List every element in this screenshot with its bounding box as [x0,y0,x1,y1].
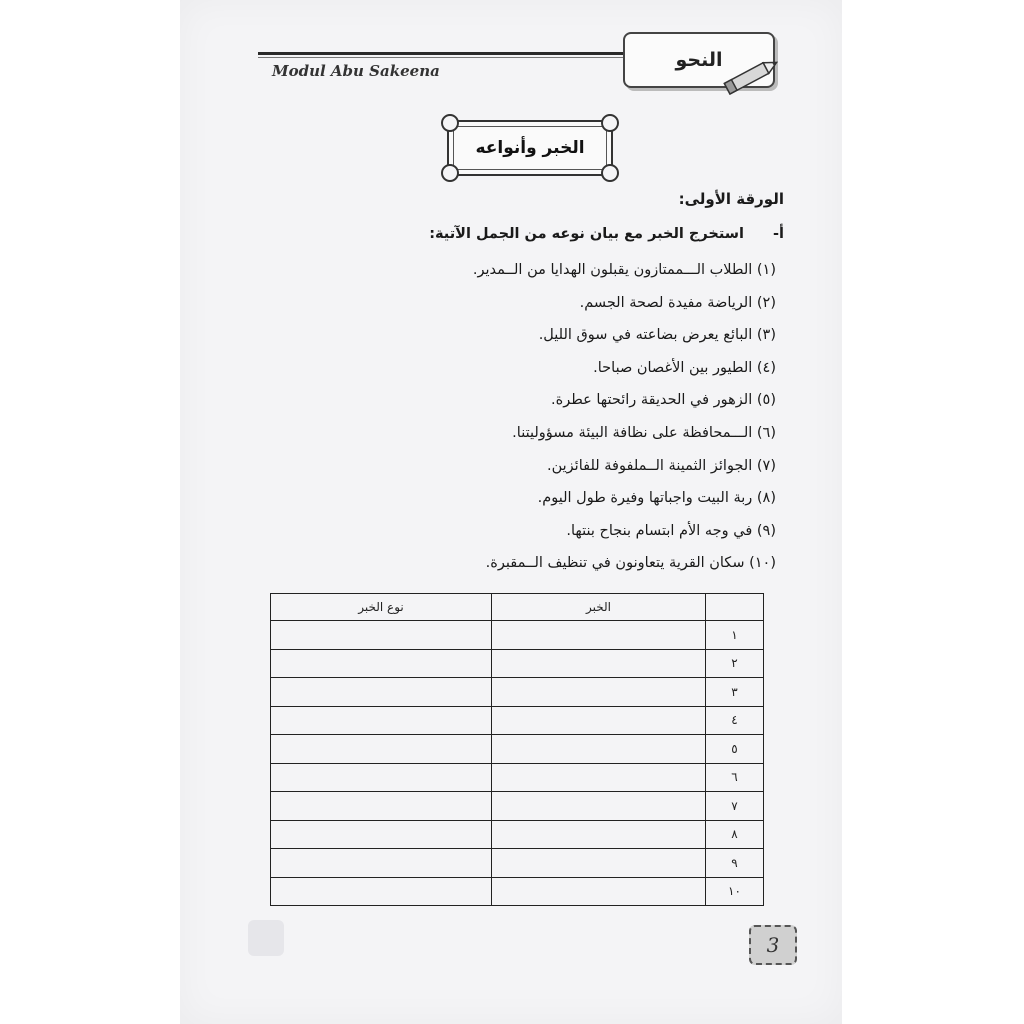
frame-corner-ornament [601,114,619,132]
row-number: ٨ [706,820,764,849]
table-row [271,792,764,821]
khabar-type-cell[interactable] [271,706,492,735]
page-number-badge: 3 [749,925,797,965]
header-khabar: الخبر [492,594,706,621]
pencil-icon [716,56,786,96]
header-number [706,594,764,621]
row-number: ٩ [706,849,764,878]
khabar-type-cell[interactable] [271,763,492,792]
subject-label: النحو [675,49,723,71]
khabar-cell[interactable] [492,649,706,678]
row-number: ٣ [706,678,764,707]
khabar-cell[interactable] [492,678,706,707]
khabar-cell[interactable] [492,706,706,735]
khabar-cell[interactable] [492,621,706,650]
sentence-item: (٧) الجوائز الثمينة الــملفوفة للفائزين. [546,457,776,474]
header-rule-thin [258,57,638,58]
row-number: ١٠ [706,877,764,906]
answer-table [270,593,764,906]
table-row [271,706,764,735]
table-row [271,678,764,707]
khabar-type-cell[interactable] [271,678,492,707]
lesson-title-frame [447,120,613,176]
khabar-cell[interactable] [492,792,706,821]
frame-corner-ornament [441,164,459,182]
sentence-item: (٥) الزهور في الحديقة رائحتها عطرة. [551,392,776,409]
table-row [271,735,764,764]
frame-corner-ornament [441,114,459,132]
question-heading [224,226,784,242]
khabar-cell[interactable] [492,849,706,878]
row-number: ٢ [706,649,764,678]
row-number: ١ [706,621,764,650]
sentence-item: (٦) الـــمحافظة على نظافة البيئة مسؤوليتنا. [512,424,776,441]
sentence-list [216,258,776,584]
frame-corner-ornament [601,164,619,182]
sentence-item: (١) الطلاب الـــممتازون يقبلون الهدايا من الــمدير. [472,262,776,278]
sentence-item: (٣) البائع يعرض بضاعته في سوق الليل. [538,327,776,344]
question-letter: أ- [773,226,784,242]
header-rule [258,52,638,55]
row-number: ٦ [706,763,764,792]
table-row [271,849,764,878]
khabar-type-cell[interactable] [271,849,492,878]
khabar-cell[interactable] [492,820,706,849]
module-name: Modul Abu Sakeena [272,62,440,80]
khabar-type-cell[interactable] [271,621,492,650]
row-number: ٧ [706,792,764,821]
table-row [271,649,764,678]
khabar-type-cell[interactable] [271,877,492,906]
row-number: ٥ [706,735,764,764]
table-header-row [271,594,764,621]
sentence-item: (٩) في وجه الأم ابتسام بنجاح بنتها. [566,522,776,539]
question-text: استخرج الخبر مع بيان نوعه من الجمل الآتية: [429,226,744,242]
sheet-title: الورقة الأولى: [678,190,784,208]
header-khabar-type: نوع الخبر [271,594,492,621]
table-row [271,621,764,650]
khabar-cell[interactable] [492,763,706,792]
lesson-title: الخبر وأنواعه [475,138,585,158]
sentence-item: (١٠) سكان القرية يتعاونون في تنظيف الــمقبرة. [485,555,776,572]
bleed-through-page-tab [248,920,284,956]
table-row [271,763,764,792]
sentence-item: (٨) ربة البيت واجباتها وفيرة طول اليوم. [537,490,776,507]
sentence-item: (٢) الرياضة مفيدة لصحة الجسم. [579,294,776,311]
khabar-type-cell[interactable] [271,735,492,764]
khabar-type-cell[interactable] [271,649,492,678]
sentence-item: (٤) الطيور بين الأغصان صباحا. [593,359,776,376]
table-row [271,820,764,849]
table-row [271,877,764,906]
khabar-type-cell[interactable] [271,792,492,821]
khabar-cell[interactable] [492,877,706,906]
khabar-type-cell[interactable] [271,820,492,849]
row-number: ٤ [706,706,764,735]
khabar-cell[interactable] [492,735,706,764]
